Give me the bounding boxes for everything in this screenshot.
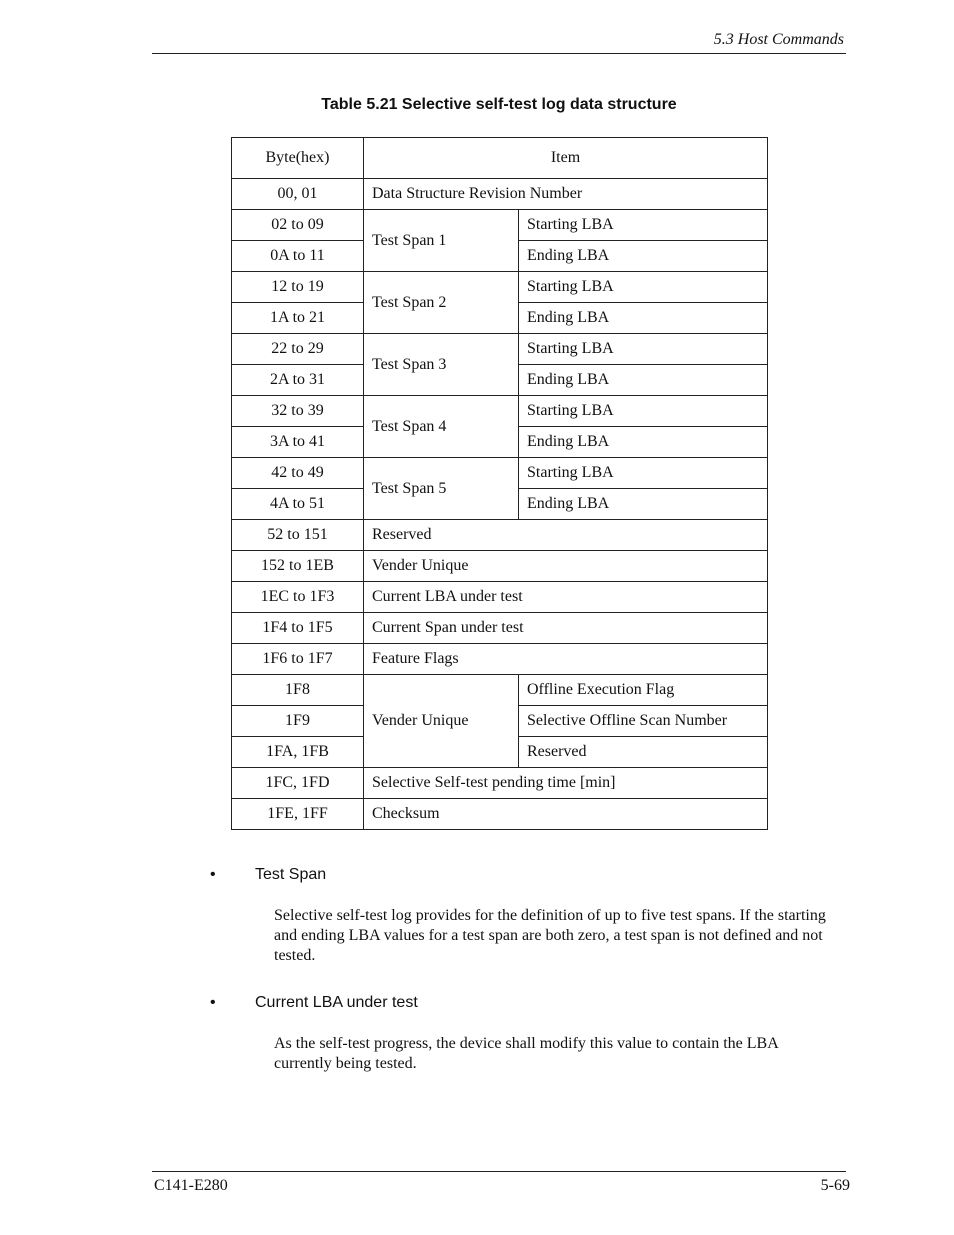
item-cell: Feature Flags — [364, 644, 768, 675]
group-cell: Test Span 4 — [364, 396, 519, 458]
running-header: 5.3 Host Commands — [713, 31, 844, 48]
group-cell: Vender Unique — [364, 675, 519, 768]
table-row — [232, 644, 768, 675]
item-cell: Data Structure Revision Number — [364, 179, 768, 210]
item-cell: Vender Unique — [364, 551, 768, 582]
footer-rule — [152, 1171, 846, 1172]
byte-cell: 1EC to 1F3 — [232, 582, 364, 613]
byte-cell: 1FA, 1FB — [232, 737, 364, 768]
byte-cell: 02 to 09 — [232, 210, 364, 241]
group-cell: Test Span 2 — [364, 272, 519, 334]
table-row — [232, 768, 768, 799]
table-row — [232, 334, 768, 365]
paragraph-current-lba: As the self-test progress, the device shall modify this value to contain the LBA currently being tested. — [274, 1035, 778, 1072]
byte-cell: 3A to 41 — [232, 427, 364, 458]
item-cell: Starting LBA — [519, 458, 768, 489]
item-cell: Offline Execution Flag — [519, 675, 768, 706]
byte-cell: 1F6 to 1F7 — [232, 644, 364, 675]
item-cell: Starting LBA — [519, 396, 768, 427]
item-cell: Current Span under test — [364, 613, 768, 644]
byte-cell: 00, 01 — [232, 179, 364, 210]
item-cell: Selective Self-test pending time [min] — [364, 768, 768, 799]
item-cell: Ending LBA — [519, 241, 768, 272]
header-rule — [152, 53, 846, 54]
byte-cell: 0A to 11 — [232, 241, 364, 272]
bullet-marker: • — [210, 994, 216, 1011]
item-cell: Reserved — [364, 520, 768, 551]
item-cell: Ending LBA — [519, 427, 768, 458]
item-cell: Starting LBA — [519, 272, 768, 303]
byte-cell: 52 to 151 — [232, 520, 364, 551]
byte-cell: 1F8 — [232, 675, 364, 706]
group-cell: Test Span 3 — [364, 334, 519, 396]
byte-cell: 4A to 51 — [232, 489, 364, 520]
header-byte: Byte(hex) — [232, 138, 364, 179]
table-row — [232, 272, 768, 303]
byte-cell: 2A to 31 — [232, 365, 364, 396]
table-row — [232, 210, 768, 241]
table-row — [232, 458, 768, 489]
item-cell: Checksum — [364, 799, 768, 830]
table-title: Table 5.21 Selective self-test log data structure — [321, 96, 677, 113]
item-cell: Starting LBA — [519, 210, 768, 241]
item-cell: Current LBA under test — [364, 582, 768, 613]
table-row — [232, 520, 768, 551]
byte-cell: 42 to 49 — [232, 458, 364, 489]
item-cell: Reserved — [519, 737, 768, 768]
bullet-label-test-span: Test Span — [255, 866, 327, 883]
footer-doc-id: C141-E280 — [154, 1177, 228, 1194]
item-cell: Selective Offline Scan Number — [519, 706, 768, 737]
table-row — [232, 551, 768, 582]
item-cell: Ending LBA — [519, 303, 768, 334]
header-item: Item — [364, 138, 768, 179]
footer-page-number: 5-69 — [820, 1177, 850, 1194]
group-cell: Test Span 1 — [364, 210, 519, 272]
byte-cell: 1F9 — [232, 706, 364, 737]
byte-cell: 32 to 39 — [232, 396, 364, 427]
byte-cell: 1F4 to 1F5 — [232, 613, 364, 644]
byte-cell: 1FE, 1FF — [232, 799, 364, 830]
group-cell: Test Span 5 — [364, 458, 519, 520]
table-row — [232, 675, 768, 706]
selective-self-test-log-table — [231, 137, 768, 830]
table-row — [232, 613, 768, 644]
byte-cell: 152 to 1EB — [232, 551, 364, 582]
byte-cell: 1A to 21 — [232, 303, 364, 334]
item-cell: Ending LBA — [519, 365, 768, 396]
table-header-row — [232, 138, 768, 179]
table-row — [232, 799, 768, 830]
table-row — [232, 582, 768, 613]
item-cell: Ending LBA — [519, 489, 768, 520]
item-cell: Starting LBA — [519, 334, 768, 365]
bullet-label-current-lba: Current LBA under test — [255, 994, 418, 1011]
byte-cell: 22 to 29 — [232, 334, 364, 365]
table-row — [232, 396, 768, 427]
paragraph-test-span: Selective self-test log provides for the definition of up to five test spans. If the starting and ending LBA values for a test span are both zero, a test span is not defined and not tested. — [274, 907, 826, 964]
byte-cell: 1FC, 1FD — [232, 768, 364, 799]
byte-cell: 12 to 19 — [232, 272, 364, 303]
table-row — [232, 179, 768, 210]
bullet-marker: • — [210, 866, 216, 883]
